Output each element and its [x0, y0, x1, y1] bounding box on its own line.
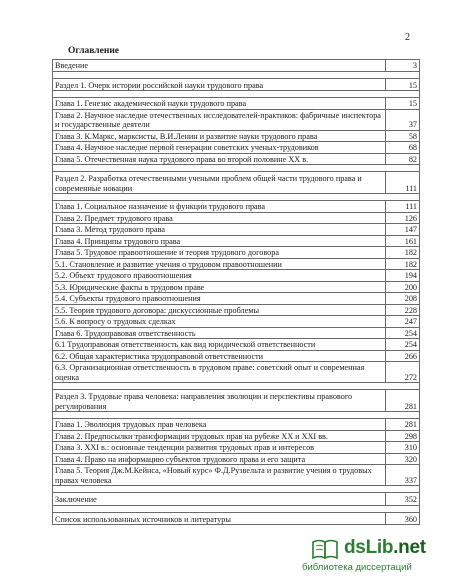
toc-row — [53, 465, 420, 486]
toc-entry-title: Раздел 3. Трудовые права человека: направления эволюции и перспективы правового регулирования — [53, 390, 386, 412]
toc-row — [53, 172, 420, 194]
toc-entry-page: 266 — [386, 350, 420, 362]
toc-entry-title: Глава 2. Предмет трудового права — [53, 212, 386, 224]
toc-entry-page: 254 — [386, 339, 420, 351]
toc-entry-page: 228 — [386, 304, 420, 316]
book-icon — [310, 538, 340, 560]
toc-row — [53, 201, 420, 213]
table-of-contents — [52, 59, 420, 525]
toc-entry-page: 281 — [386, 390, 420, 412]
toc-entry-title: Раздел 2. Разработка отечественными учеными проблем общей части трудового права и современные новации — [53, 172, 386, 194]
toc-entry-title: 5.4. Субъекты трудового правоотношения — [53, 293, 386, 305]
toc-entry-page: 111 — [386, 201, 420, 213]
toc-heading: Оглавление — [68, 46, 120, 56]
toc-row — [53, 512, 420, 525]
toc-entry-page: 37 — [386, 109, 420, 130]
toc-row — [53, 281, 420, 293]
toc-entry-page: 298 — [386, 430, 420, 442]
watermark-brand: dsLib.net — [344, 537, 426, 558]
toc-entry-title: Введение — [53, 60, 386, 72]
toc-row — [53, 247, 420, 259]
toc-entry-title: Список использованных источников и литературы — [53, 512, 386, 525]
toc-entry-page: 310 — [386, 442, 420, 454]
toc-gap-row — [53, 91, 420, 98]
toc-entry-page: 111 — [386, 172, 420, 194]
toc-entry-title: Глава 2. Научное наследие отечественных исследователей-практиков: фабричные инспектора и государственные деятели — [53, 109, 386, 130]
toc-row — [53, 224, 420, 236]
toc-gap-row — [53, 486, 420, 493]
toc-entry-title: Глава 6. Трудоправовая ответственность — [53, 327, 386, 339]
toc-entry-title: 5.5. Теория трудового договора: дискуссионные проблемы — [53, 304, 386, 316]
toc-entry-page: 194 — [386, 270, 420, 282]
toc-gap-row — [53, 383, 420, 390]
toc-entry-page: 352 — [386, 493, 420, 506]
toc-gap-cell — [53, 71, 420, 78]
toc-row — [53, 442, 420, 454]
toc-row — [53, 212, 420, 224]
toc-row — [53, 60, 420, 72]
toc-entry-title: Раздел 1. Очерк истории российской науки трудового права — [53, 78, 386, 91]
toc-row — [53, 142, 420, 154]
toc-entry-title: Глава 4. Право на информацию субъектов трудового права и его защита — [53, 453, 386, 465]
toc-row — [53, 362, 420, 383]
toc-gap-cell — [53, 505, 420, 512]
toc-gap-row — [53, 505, 420, 512]
toc-entry-title: 6.1 Трудоправовая ответственность как вид юридической ответственности — [53, 339, 386, 351]
toc-entry-page: 281 — [386, 419, 420, 431]
toc-gap-cell — [53, 383, 420, 390]
toc-row — [53, 419, 420, 431]
toc-entry-page: 3 — [386, 60, 420, 72]
toc-row — [53, 453, 420, 465]
toc-entry-page: 272 — [386, 362, 420, 383]
toc-entry-page: 161 — [386, 235, 420, 247]
dslib-watermark-logo — [300, 535, 442, 575]
toc-entry-page: 200 — [386, 281, 420, 293]
toc-row — [53, 293, 420, 305]
toc-entry-page: 15 — [386, 78, 420, 91]
toc-entry-page: 320 — [386, 453, 420, 465]
page-number: 2 — [405, 32, 410, 43]
toc-gap-cell — [53, 165, 420, 172]
toc-entry-page: 337 — [386, 465, 420, 486]
toc-gap-row — [53, 71, 420, 78]
toc-gap-row — [53, 412, 420, 419]
toc-entry-title: Глава 4. Научное наследие первой генерации советских ученых-трудовиков — [53, 142, 386, 154]
toc-entry-page: 147 — [386, 224, 420, 236]
toc-row — [53, 493, 420, 506]
toc-entry-title: Глава 3. Метод трудового права — [53, 224, 386, 236]
toc-entry-title: Заключение — [53, 493, 386, 506]
toc-entry-page: 68 — [386, 142, 420, 154]
toc-entry-title: Глава 1. Эволюция трудовых прав человека — [53, 419, 386, 431]
toc-entry-page: 15 — [386, 98, 420, 110]
toc-row — [53, 258, 420, 270]
toc-entry-page: 247 — [386, 316, 420, 328]
toc-entry-title: Глава 1. Социальное назначение и функции трудового права — [53, 201, 386, 213]
toc-entry-page: 182 — [386, 247, 420, 259]
toc-entry-title: 5.3. Юридические факты в трудовом праве — [53, 281, 386, 293]
toc-entry-title: 5.1. Становление и развитие учения о трудовом правоотношении — [53, 258, 386, 270]
toc-row — [53, 235, 420, 247]
toc-entry-page: 182 — [386, 258, 420, 270]
toc-row — [53, 130, 420, 142]
toc-entry-title: Глава 4. Принципы трудового права — [53, 235, 386, 247]
toc-entry-title: Глава 3. XXI в.: основные тенденции развития трудовых прав и интересов — [53, 442, 386, 454]
toc-row — [53, 98, 420, 110]
toc-row — [53, 304, 420, 316]
toc-entry-title: Глава 5. Теория Дж.М.Кейнса, «Новый курс» Ф.Д.Рузвельта и развитие учения о трудовых правах человека — [53, 465, 386, 486]
toc-gap-row — [53, 165, 420, 172]
toc-entry-page: 254 — [386, 327, 420, 339]
toc-gap-row — [53, 194, 420, 201]
toc-row — [53, 109, 420, 130]
toc-row — [53, 316, 420, 328]
toc-entry-page: 58 — [386, 130, 420, 142]
toc-gap-cell — [53, 194, 420, 201]
toc-entry-title: 5.2. Объект трудового правоотношения — [53, 270, 386, 282]
toc-entry-title: 5.6. К вопросу о трудовых сделках — [53, 316, 386, 328]
toc-row — [53, 390, 420, 412]
toc-row — [53, 153, 420, 165]
toc-row — [53, 430, 420, 442]
toc-entry-title: Глава 2. Предпосылки трансформации трудовых прав на рубеже XX и XXI вв. — [53, 430, 386, 442]
toc-entry-page: 360 — [386, 512, 420, 525]
toc-entry-title: 6.3. Организационная ответственность в трудовом праве: советский опыт и современная оценка — [53, 362, 386, 383]
toc-gap-cell — [53, 91, 420, 98]
toc-row — [53, 270, 420, 282]
toc-entry-page: 208 — [386, 293, 420, 305]
toc-row — [53, 339, 420, 351]
toc-row — [53, 350, 420, 362]
watermark-subtitle: библиотека диссертаций — [302, 562, 412, 573]
toc-gap-cell — [53, 412, 420, 419]
toc-entry-page: 126 — [386, 212, 420, 224]
toc-entry-title: Глава 1. Генезис академической науки трудового права — [53, 98, 386, 110]
toc-entry-title: Глава 3. К.Маркс, марксисты, В.И.Ленин и развитие науки трудового права — [53, 130, 386, 142]
toc-gap-cell — [53, 486, 420, 493]
toc-entry-title: Глава 5. Трудовое правоотношение и теория трудового договора — [53, 247, 386, 259]
toc-entry-page: 82 — [386, 153, 420, 165]
toc-row — [53, 327, 420, 339]
toc-entry-title: 6.2. Общая характеристика трудоправовой ответственности — [53, 350, 386, 362]
toc-entry-title: Глава 5. Отечественная наука трудового права во второй половине XX в. — [53, 153, 386, 165]
toc-row — [53, 78, 420, 91]
